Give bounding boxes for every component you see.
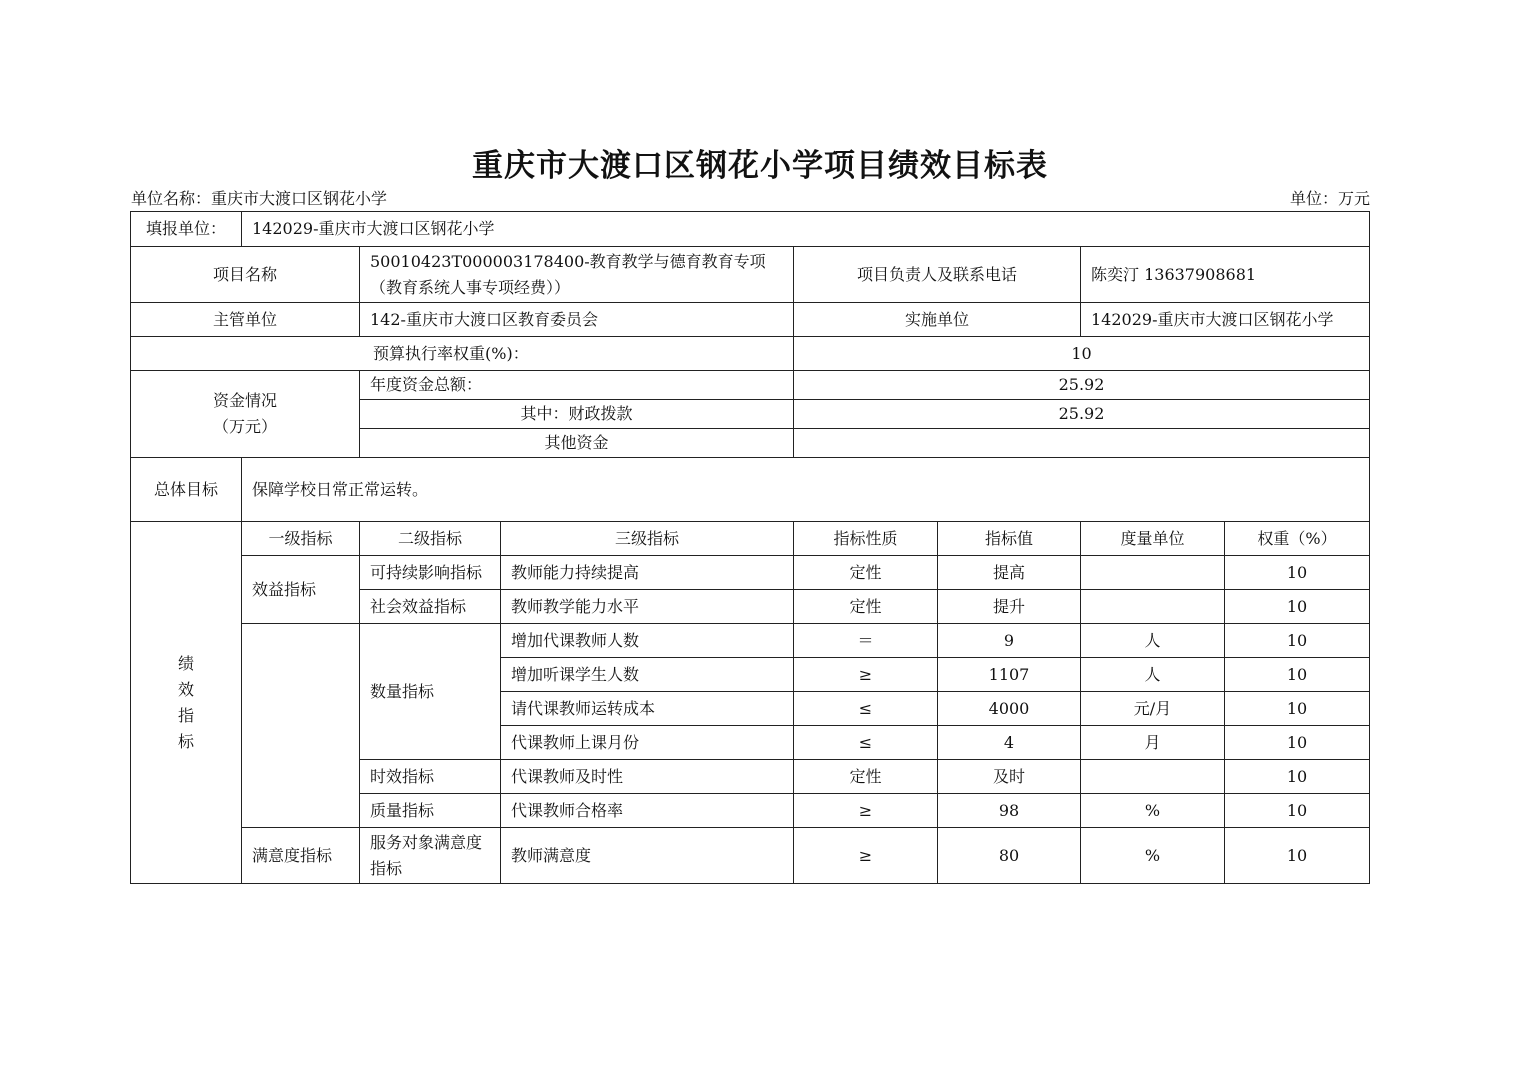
value-cell: 98 bbox=[938, 794, 1081, 828]
nature-cell: ≤ bbox=[794, 692, 938, 726]
unit-cell: 月 bbox=[1081, 726, 1225, 760]
vertical-char: 绩 bbox=[177, 653, 194, 673]
nature-cell: ≥ bbox=[794, 828, 938, 884]
supervisor-value: 142-重庆市大渡口区教育委员会 bbox=[360, 303, 794, 337]
currency-unit-label: 单位：万元 bbox=[1289, 189, 1370, 208]
supervisor-row bbox=[131, 303, 1370, 337]
contact-value: 陈奕汀 13637908681 bbox=[1081, 247, 1370, 303]
level2-timeliness: 时效指标 bbox=[360, 760, 501, 794]
level3-cell: 增加听课学生人数 bbox=[501, 658, 794, 692]
header-level3: 三级指标 bbox=[501, 522, 794, 556]
other-fund-label: 其他资金 bbox=[360, 429, 794, 458]
vertical-char: 标 bbox=[177, 731, 194, 751]
table-row bbox=[131, 556, 1370, 590]
level2-social: 社会效益指标 bbox=[360, 590, 501, 624]
vertical-char: 效 bbox=[177, 679, 194, 699]
table-row bbox=[131, 624, 1370, 658]
weight-cell: 10 bbox=[1225, 590, 1370, 624]
nature-cell: 定性 bbox=[794, 556, 938, 590]
overall-target-value: 保障学校日常正常运转。 bbox=[242, 458, 1370, 522]
level3-cell: 教师满意度 bbox=[501, 828, 794, 884]
value-cell: 80 bbox=[938, 828, 1081, 884]
nature-cell: ＝ bbox=[794, 624, 938, 658]
level3-cell: 代课教师上课月份 bbox=[501, 726, 794, 760]
header-nature: 指标性质 bbox=[794, 522, 938, 556]
unit-cell bbox=[1081, 590, 1225, 624]
budget-weight-label: 预算执行率权重(%)： bbox=[131, 337, 794, 371]
level3-cell: 教师教学能力水平 bbox=[501, 590, 794, 624]
value-cell: 4000 bbox=[938, 692, 1081, 726]
value-cell: 9 bbox=[938, 624, 1081, 658]
value-cell: 提升 bbox=[938, 590, 1081, 624]
unit-cell bbox=[1081, 556, 1225, 590]
header-unit: 度量单位 bbox=[1081, 522, 1225, 556]
weight-cell: 10 bbox=[1225, 692, 1370, 726]
contact-label: 项目负责人及联系电话 bbox=[794, 247, 1081, 303]
fill-unit-value: 142029-重庆市大渡口区钢花小学 bbox=[242, 212, 1370, 247]
annual-total-row bbox=[131, 371, 1370, 400]
impl-unit-value: 142029-重庆市大渡口区钢花小学 bbox=[1081, 303, 1370, 337]
value-cell: 1107 bbox=[938, 658, 1081, 692]
nature-cell: ≥ bbox=[794, 794, 938, 828]
fiscal-label: 其中：财政拨款 bbox=[360, 400, 794, 429]
level1-benefit: 效益指标 bbox=[242, 556, 360, 624]
level3-cell: 代课教师合格率 bbox=[501, 794, 794, 828]
level1-empty bbox=[242, 624, 360, 828]
other-fund-value bbox=[794, 429, 1370, 458]
weight-cell: 10 bbox=[1225, 556, 1370, 590]
level3-cell: 教师能力持续提高 bbox=[501, 556, 794, 590]
level2-sustainable: 可持续影响指标 bbox=[360, 556, 501, 590]
page-title: 重庆市大渡口区钢花小学项目绩效目标表 bbox=[472, 148, 1048, 184]
supervisor-label: 主管单位 bbox=[131, 303, 360, 337]
value-cell: 及时 bbox=[938, 760, 1081, 794]
impl-unit-label: 实施单位 bbox=[794, 303, 1081, 337]
unit-cell: 元/月 bbox=[1081, 692, 1225, 726]
unit-cell bbox=[1081, 760, 1225, 794]
weight-cell: 10 bbox=[1225, 658, 1370, 692]
weight-cell: 10 bbox=[1225, 760, 1370, 794]
fill-unit-row bbox=[131, 212, 1370, 247]
level2-quality: 质量指标 bbox=[360, 794, 501, 828]
header-level1: 一级指标 bbox=[242, 522, 360, 556]
weight-cell: 10 bbox=[1225, 828, 1370, 884]
table-row bbox=[131, 828, 1370, 884]
header-weight: 权重（%） bbox=[1225, 522, 1370, 556]
fund-label bbox=[131, 371, 360, 458]
perf-indicator-vertical-label bbox=[131, 522, 242, 884]
level3-cell: 代课教师及时性 bbox=[501, 760, 794, 794]
value-cell: 4 bbox=[938, 726, 1081, 760]
unit-cell: % bbox=[1081, 794, 1225, 828]
fund-label-line2: （万元） bbox=[212, 417, 277, 436]
project-name-label: 项目名称 bbox=[131, 247, 360, 303]
level2-service-satisfaction: 服务对象满意度指标 bbox=[360, 828, 501, 884]
value-cell: 提高 bbox=[938, 556, 1081, 590]
weight-cell: 10 bbox=[1225, 794, 1370, 828]
budget-weight-value: 10 bbox=[794, 337, 1370, 371]
fund-label-line1: 资金情况 bbox=[212, 391, 277, 410]
annual-total-label: 年度资金总额： bbox=[360, 371, 794, 400]
weight-cell: 10 bbox=[1225, 624, 1370, 658]
unit-cell: 人 bbox=[1081, 624, 1225, 658]
level3-cell: 请代课教师运转成本 bbox=[501, 692, 794, 726]
project-name-row bbox=[131, 247, 1370, 303]
performance-target-table bbox=[130, 211, 1370, 884]
unit-cell: % bbox=[1081, 828, 1225, 884]
nature-cell: 定性 bbox=[794, 590, 938, 624]
indicator-header-row bbox=[131, 522, 1370, 556]
nature-cell: ≥ bbox=[794, 658, 938, 692]
nature-cell: 定性 bbox=[794, 760, 938, 794]
fill-unit-label: 填报单位： bbox=[131, 212, 242, 247]
level2-quantity: 数量指标 bbox=[360, 624, 501, 760]
nature-cell: ≤ bbox=[794, 726, 938, 760]
level1-satisfaction: 满意度指标 bbox=[242, 828, 360, 884]
budget-weight-row bbox=[131, 337, 1370, 371]
unit-name-label: 单位名称：重庆市大渡口区钢花小学 bbox=[131, 189, 388, 208]
weight-cell: 10 bbox=[1225, 726, 1370, 760]
overall-target-label: 总体目标 bbox=[131, 458, 242, 522]
header-value: 指标值 bbox=[938, 522, 1081, 556]
overall-target-row bbox=[131, 458, 1370, 522]
unit-cell: 人 bbox=[1081, 658, 1225, 692]
annual-total-value: 25.92 bbox=[794, 371, 1370, 400]
level3-cell: 增加代课教师人数 bbox=[501, 624, 794, 658]
fiscal-value: 25.92 bbox=[794, 400, 1370, 429]
vertical-char: 指 bbox=[177, 705, 194, 725]
header-level2: 二级指标 bbox=[360, 522, 501, 556]
project-name-value: 50010423T000003178400-教育教学与德育教育专项（教育系统人事专项经费）） bbox=[360, 247, 794, 303]
